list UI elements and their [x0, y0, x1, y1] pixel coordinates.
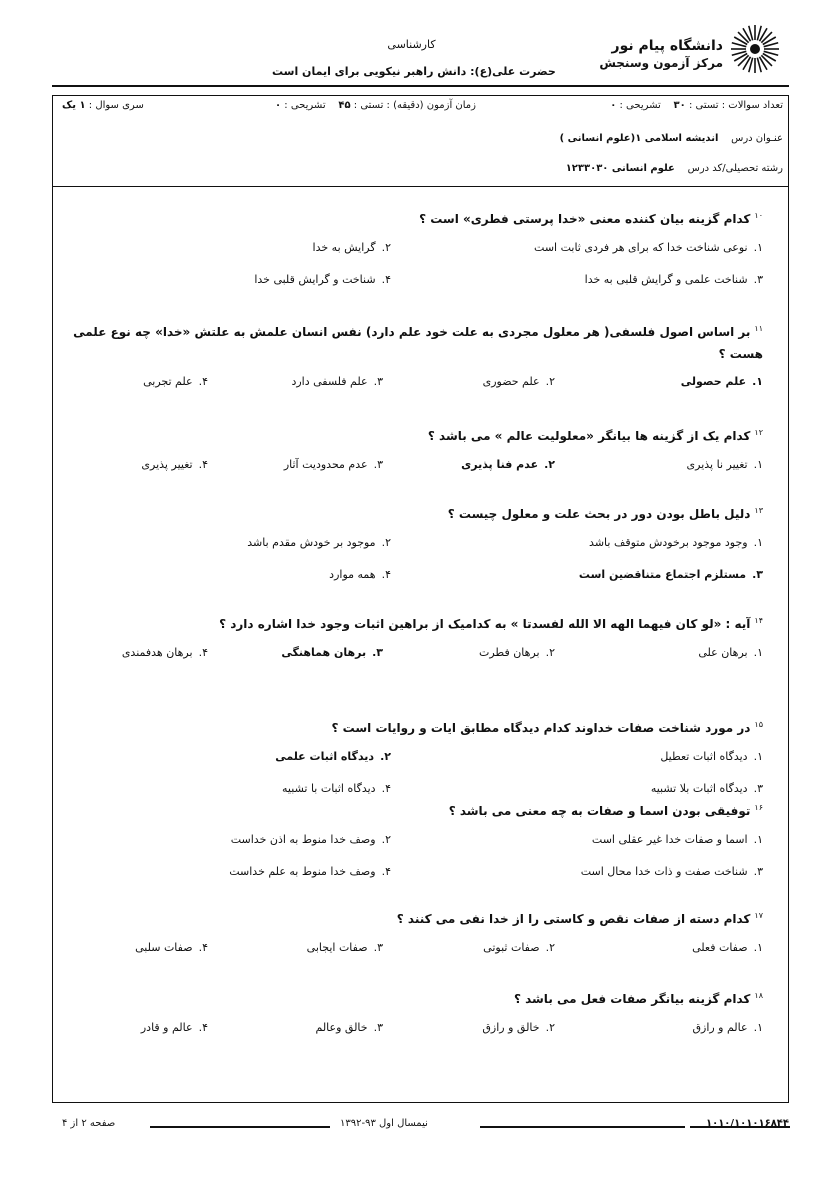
option-number: ۳. — [753, 782, 763, 795]
option-label: گرایش به خدا — [312, 241, 376, 254]
question-text — [73, 610, 763, 635]
option-label: صفات ایجابی — [306, 941, 368, 954]
answer-option[interactable] — [141, 458, 208, 471]
answer-option[interactable] — [482, 1021, 555, 1034]
answer-option[interactable] — [698, 646, 763, 659]
question-body: کدام گزینه بیانگر صفات فعل می باشد ؟ — [513, 992, 751, 1006]
question-series: سری سوال : ۱ یک — [62, 100, 144, 111]
option-number: ۱. — [753, 458, 763, 471]
footer-page: صفحه ۲ از ۴ — [62, 1118, 116, 1129]
answer-option[interactable] — [254, 273, 391, 286]
option-number: ۳. — [753, 865, 763, 878]
option-number: ۴. — [198, 1021, 208, 1034]
answer-option[interactable] — [229, 865, 391, 878]
answer-option[interactable] — [329, 568, 391, 581]
question-count: تعداد سوالات : تستی : ۳۰ تشریحی : ۰ — [610, 100, 783, 111]
option-label: دیدگاه اثبات علمی — [275, 750, 375, 763]
option-label: صفات ثبوتی — [483, 941, 540, 954]
answer-option[interactable] — [692, 941, 763, 954]
option-number: ۱. — [753, 941, 763, 954]
question-text — [73, 985, 763, 1010]
option-label: مستلزم اجتماع متناقضین است — [578, 568, 747, 581]
answer-option[interactable] — [592, 833, 763, 846]
option-number: ۴. — [198, 646, 208, 659]
option-number: ۴. — [381, 273, 391, 286]
option-label: اسما و صفات خدا غیر عقلی است — [591, 833, 748, 846]
option-label: نوعی شناخت خدا که برای هر فردی ثابت است — [534, 241, 748, 254]
course-quote: حضرت علی(ع): دانش راهبر نیکویی برای ایمان است — [272, 65, 556, 78]
question-body: آیه : «لو کان فیهما الهه الا الله لفسدتا » به کدامیک از براهین اثبات وجود خدا اشاره دارد ؟ — [219, 617, 751, 631]
question-body: توفیقی بودن اسما و صفات به چه معنی می باشد ؟ — [448, 804, 751, 818]
question-number: ۱۶ — [754, 803, 763, 812]
option-label: همه موارد — [329, 568, 376, 581]
count-test: ۳۰ — [673, 100, 686, 111]
option-number: ۳. — [753, 273, 763, 286]
footer-rule-mid-right — [480, 1126, 685, 1128]
answer-option[interactable] — [281, 646, 383, 659]
option-number: ۱. — [753, 536, 763, 549]
question-number: ۱۵ — [754, 720, 763, 729]
field-row: رشته تحصیلی/کد درس علوم انسانی ۱۲۳۳۰۳۰ — [565, 163, 783, 174]
answer-option[interactable] — [135, 941, 208, 954]
count-desc: ۰ — [610, 100, 617, 111]
answer-option[interactable] — [291, 375, 383, 388]
university-name: دانشگاه پیام نور — [611, 38, 723, 54]
option-label: وصف خدا منوط به علم خداست — [229, 865, 376, 878]
question-body: دلیل باطل بودن دور در بحث علت و معلول چیست ؟ — [447, 507, 751, 521]
question-body: بر اساس اصول فلسفی( هر معلول مجردی به علت خود علم دارد) نفس انسان علمش به علتش «خدا» چه نوع علمی هست ؟ — [73, 325, 763, 361]
option-number: ۲. — [381, 833, 391, 846]
option-number: ۴. — [381, 568, 391, 581]
answer-option[interactable] — [483, 941, 555, 954]
answer-option[interactable] — [660, 750, 763, 763]
option-number: ۲. — [545, 941, 555, 954]
answer-option[interactable] — [681, 375, 763, 388]
answer-option[interactable] — [687, 458, 763, 471]
option-label: عالم و رازق — [692, 1021, 748, 1034]
option-label: صفات فعلی — [692, 941, 748, 954]
option-label: علم تجربی — [143, 375, 193, 388]
option-number: ۳. — [373, 1021, 383, 1034]
answer-option[interactable] — [141, 1021, 208, 1034]
field-code: علوم انسانی ۱۲۳۳۰۳۰ — [565, 163, 675, 174]
option-number: ۱. — [753, 750, 763, 763]
answer-option[interactable] — [692, 1021, 763, 1034]
answer-option[interactable] — [579, 568, 763, 581]
answer-option[interactable] — [534, 241, 763, 254]
option-number: ۱. — [752, 375, 763, 388]
option-label: دیدگاه اثبات بلا تشبیه — [650, 782, 748, 795]
question-text — [73, 714, 763, 739]
time-test: ۴۵ — [338, 100, 351, 111]
option-number: ۲. — [381, 536, 391, 549]
option-label: برهان فطرت — [479, 646, 540, 659]
option-number: ۴. — [198, 458, 208, 471]
question-number: ۱۱ — [754, 324, 763, 333]
option-label: تغییر پذیری — [141, 458, 193, 471]
question-body: در مورد شناخت صفات خداوند کدام دیدگاه مطابق ایات و روایات است ؟ — [331, 721, 751, 735]
answer-option[interactable] — [479, 646, 555, 659]
exam-level: کارشناسی — [387, 38, 436, 51]
time-desc: ۰ — [275, 100, 282, 111]
option-number: ۱. — [753, 241, 763, 254]
option-label: دیدگاه اثبات تعطیل — [660, 750, 748, 763]
answer-option[interactable] — [275, 750, 391, 763]
logo-ray — [761, 32, 772, 43]
option-number: ۴. — [198, 375, 208, 388]
option-label: وصف خدا منوط به اذن خداست — [230, 833, 376, 846]
option-label: شناخت و گرایش قلبی خدا — [254, 273, 376, 286]
answer-option[interactable] — [589, 536, 763, 549]
option-label: عدم فنا پذیری — [461, 458, 539, 471]
option-label: عدم محدودیت آثار — [283, 458, 368, 471]
option-number: ۱. — [753, 833, 763, 846]
logo-ray — [738, 32, 749, 43]
question-body: کدام یک از گزینه ها بیانگر «معلولیت عالم » می باشد ؟ — [427, 429, 751, 443]
answer-option[interactable] — [282, 782, 391, 795]
course-title: اندیشه اسلامی ۱(علوم انسانی ) — [559, 133, 719, 144]
logo-ray — [738, 55, 749, 66]
answer-option[interactable] — [307, 941, 383, 954]
option-label: برهان هدفمندی — [121, 646, 193, 659]
question-text — [73, 422, 763, 447]
option-label: علم حصولی — [680, 375, 747, 388]
university-logo-icon — [729, 23, 781, 75]
question-number: ۱۲ — [754, 428, 763, 437]
series-value: ۱ یک — [62, 100, 86, 111]
exam-time: زمان آزمون (دقیقه) : تستی : ۴۵ تشریحی : ۰ — [275, 100, 476, 111]
logo-ray — [761, 55, 772, 66]
question-number: ۱۳ — [754, 506, 763, 515]
option-number: ۴. — [381, 782, 391, 795]
answer-option[interactable] — [143, 375, 208, 388]
option-number: ۳. — [372, 646, 383, 659]
answer-option[interactable] — [483, 375, 555, 388]
option-number: ۳. — [373, 941, 383, 954]
question-body: کدام گزینه بیان کننده معنی «خدا پرستی فطری» است ؟ — [419, 212, 751, 226]
answer-option[interactable] — [313, 241, 391, 254]
option-label: دیدگاه اثبات با تشبیه — [282, 782, 376, 795]
option-number: ۴. — [381, 865, 391, 878]
option-label: وجود موجود برخودش متوقف باشد — [589, 536, 748, 549]
option-label: شناخت صفت و ذات خدا محال است — [580, 865, 748, 878]
answer-option[interactable] — [581, 865, 763, 878]
answer-option[interactable] — [651, 782, 763, 795]
question-number: ۱۸ — [754, 991, 763, 1000]
answer-option[interactable] — [247, 536, 391, 549]
question-body: کدام دسته از صفات نقص و کاستی را از خدا نفی می کنند ؟ — [396, 912, 751, 926]
question-number: ۱۰ — [754, 211, 763, 220]
question-text — [73, 500, 763, 525]
option-number: ۲. — [381, 241, 391, 254]
option-number: ۱. — [753, 646, 763, 659]
option-label: شناخت علمی و گرایش قلبی به خدا — [584, 273, 748, 286]
answer-option[interactable] — [316, 1021, 384, 1034]
course-title-row: عنـوان درس اندیشه اسلامی ۱(علوم انسانی ) — [559, 133, 783, 144]
question-text — [73, 318, 763, 365]
question-text — [73, 205, 763, 230]
option-number: ۳. — [752, 568, 763, 581]
footer-semester: نیمسال اول ۹۳-۱۳۹۲ — [340, 1118, 428, 1129]
footer-code: ۱۰۱۰/۱۰۱۰۱۶۸۴۴ — [706, 1118, 789, 1129]
header-rule — [52, 85, 789, 87]
option-number: ۳. — [373, 458, 383, 471]
question-number: ۱۷ — [754, 911, 763, 920]
answer-option[interactable] — [461, 458, 555, 471]
option-label: علم فلسفی دارد — [291, 375, 368, 388]
option-number: ۳. — [373, 375, 383, 388]
option-label: موجود بر خودش مقدم باشد — [247, 536, 376, 549]
option-number: ۲. — [380, 750, 391, 763]
option-label: برهان هماهنگی — [281, 646, 367, 659]
option-number: ۲. — [545, 646, 555, 659]
answer-option[interactable] — [122, 646, 208, 659]
option-number: ۴. — [198, 941, 208, 954]
question-number: ۱۴ — [754, 616, 763, 625]
university-name-block — [599, 38, 723, 70]
answer-option[interactable] — [231, 833, 391, 846]
option-number: ۲. — [545, 375, 555, 388]
option-number: ۲. — [545, 1021, 555, 1034]
option-label: خالق و رازق — [482, 1021, 540, 1034]
option-label: خالق وعالم — [315, 1021, 368, 1034]
option-label: صفات سلبی — [135, 941, 193, 954]
center-name: مرکز آزمون وسنجش — [599, 56, 723, 70]
option-label: علم حضوری — [482, 375, 540, 388]
option-label: عالم و قادر — [140, 1021, 193, 1034]
option-label: تغییر نا پذیری — [686, 458, 748, 471]
question-text — [73, 797, 763, 822]
footer-rule-mid-left — [150, 1126, 330, 1128]
option-number: ۲. — [544, 458, 555, 471]
question-text — [73, 905, 763, 930]
answer-option[interactable] — [585, 273, 763, 286]
option-number: ۱. — [753, 1021, 763, 1034]
answer-option[interactable] — [284, 458, 383, 471]
option-label: برهان علی — [698, 646, 748, 659]
